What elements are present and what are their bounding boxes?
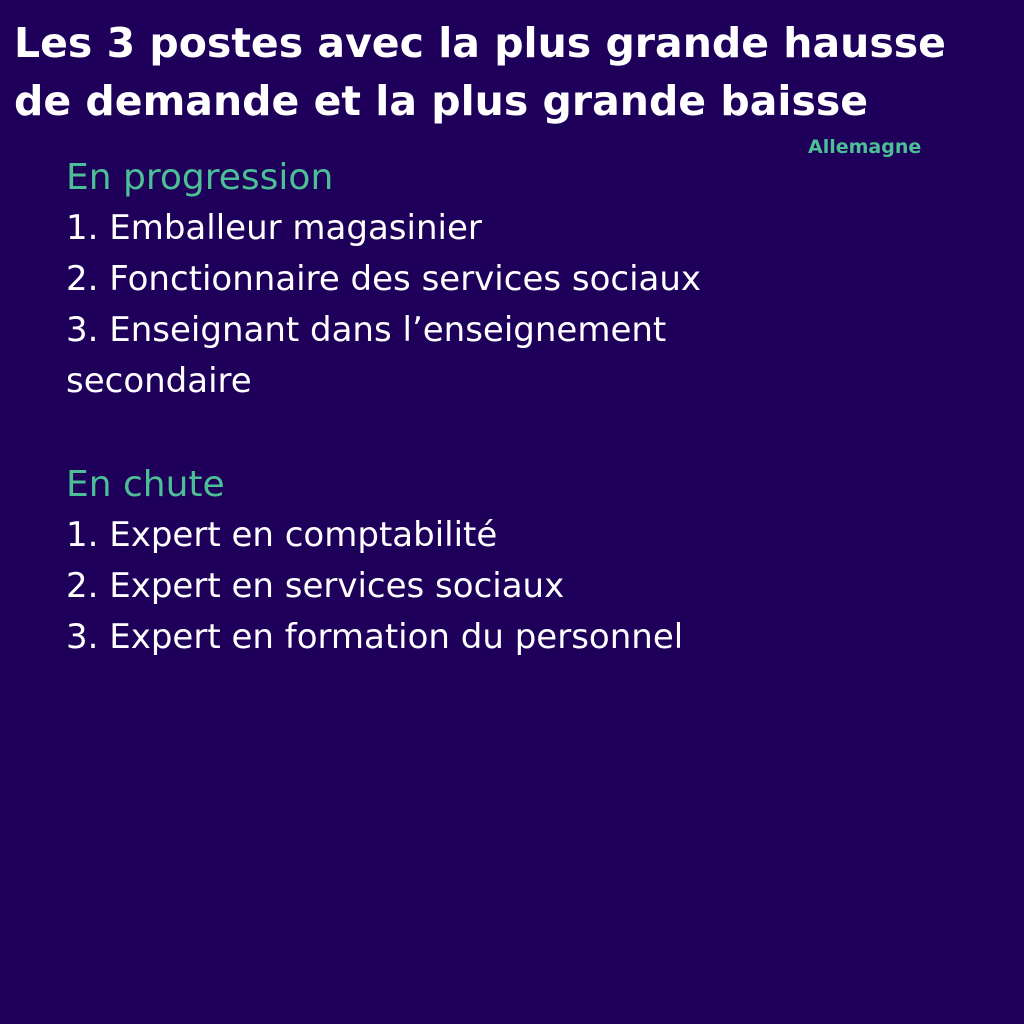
- list-item: 1. Expert en comptabilité: [66, 515, 498, 555]
- country-label: Allemagne: [808, 136, 922, 158]
- list-item: 2. Fonctionnaire des services sociaux: [66, 259, 702, 299]
- list-item: 1. Emballeur magasinier: [66, 208, 482, 248]
- title-line-1: Les 3 postes avec la plus grande hausse: [14, 19, 946, 67]
- page-title: [14, 14, 1014, 130]
- rising-heading: En progression: [66, 157, 334, 198]
- rising-list: [66, 203, 966, 407]
- list-item: 2. Expert en services sociaux: [66, 566, 565, 606]
- falling-heading: En chute: [66, 464, 225, 505]
- title-line-2: de demande et la plus grande baisse: [14, 77, 869, 125]
- list-item: 3. Expert en formation du personnel: [66, 617, 684, 657]
- rising-section: [66, 152, 966, 407]
- falling-list: [66, 510, 966, 663]
- falling-section: [66, 459, 966, 663]
- list-item: 3. Enseignant dans l’enseignement secondaire: [66, 310, 667, 401]
